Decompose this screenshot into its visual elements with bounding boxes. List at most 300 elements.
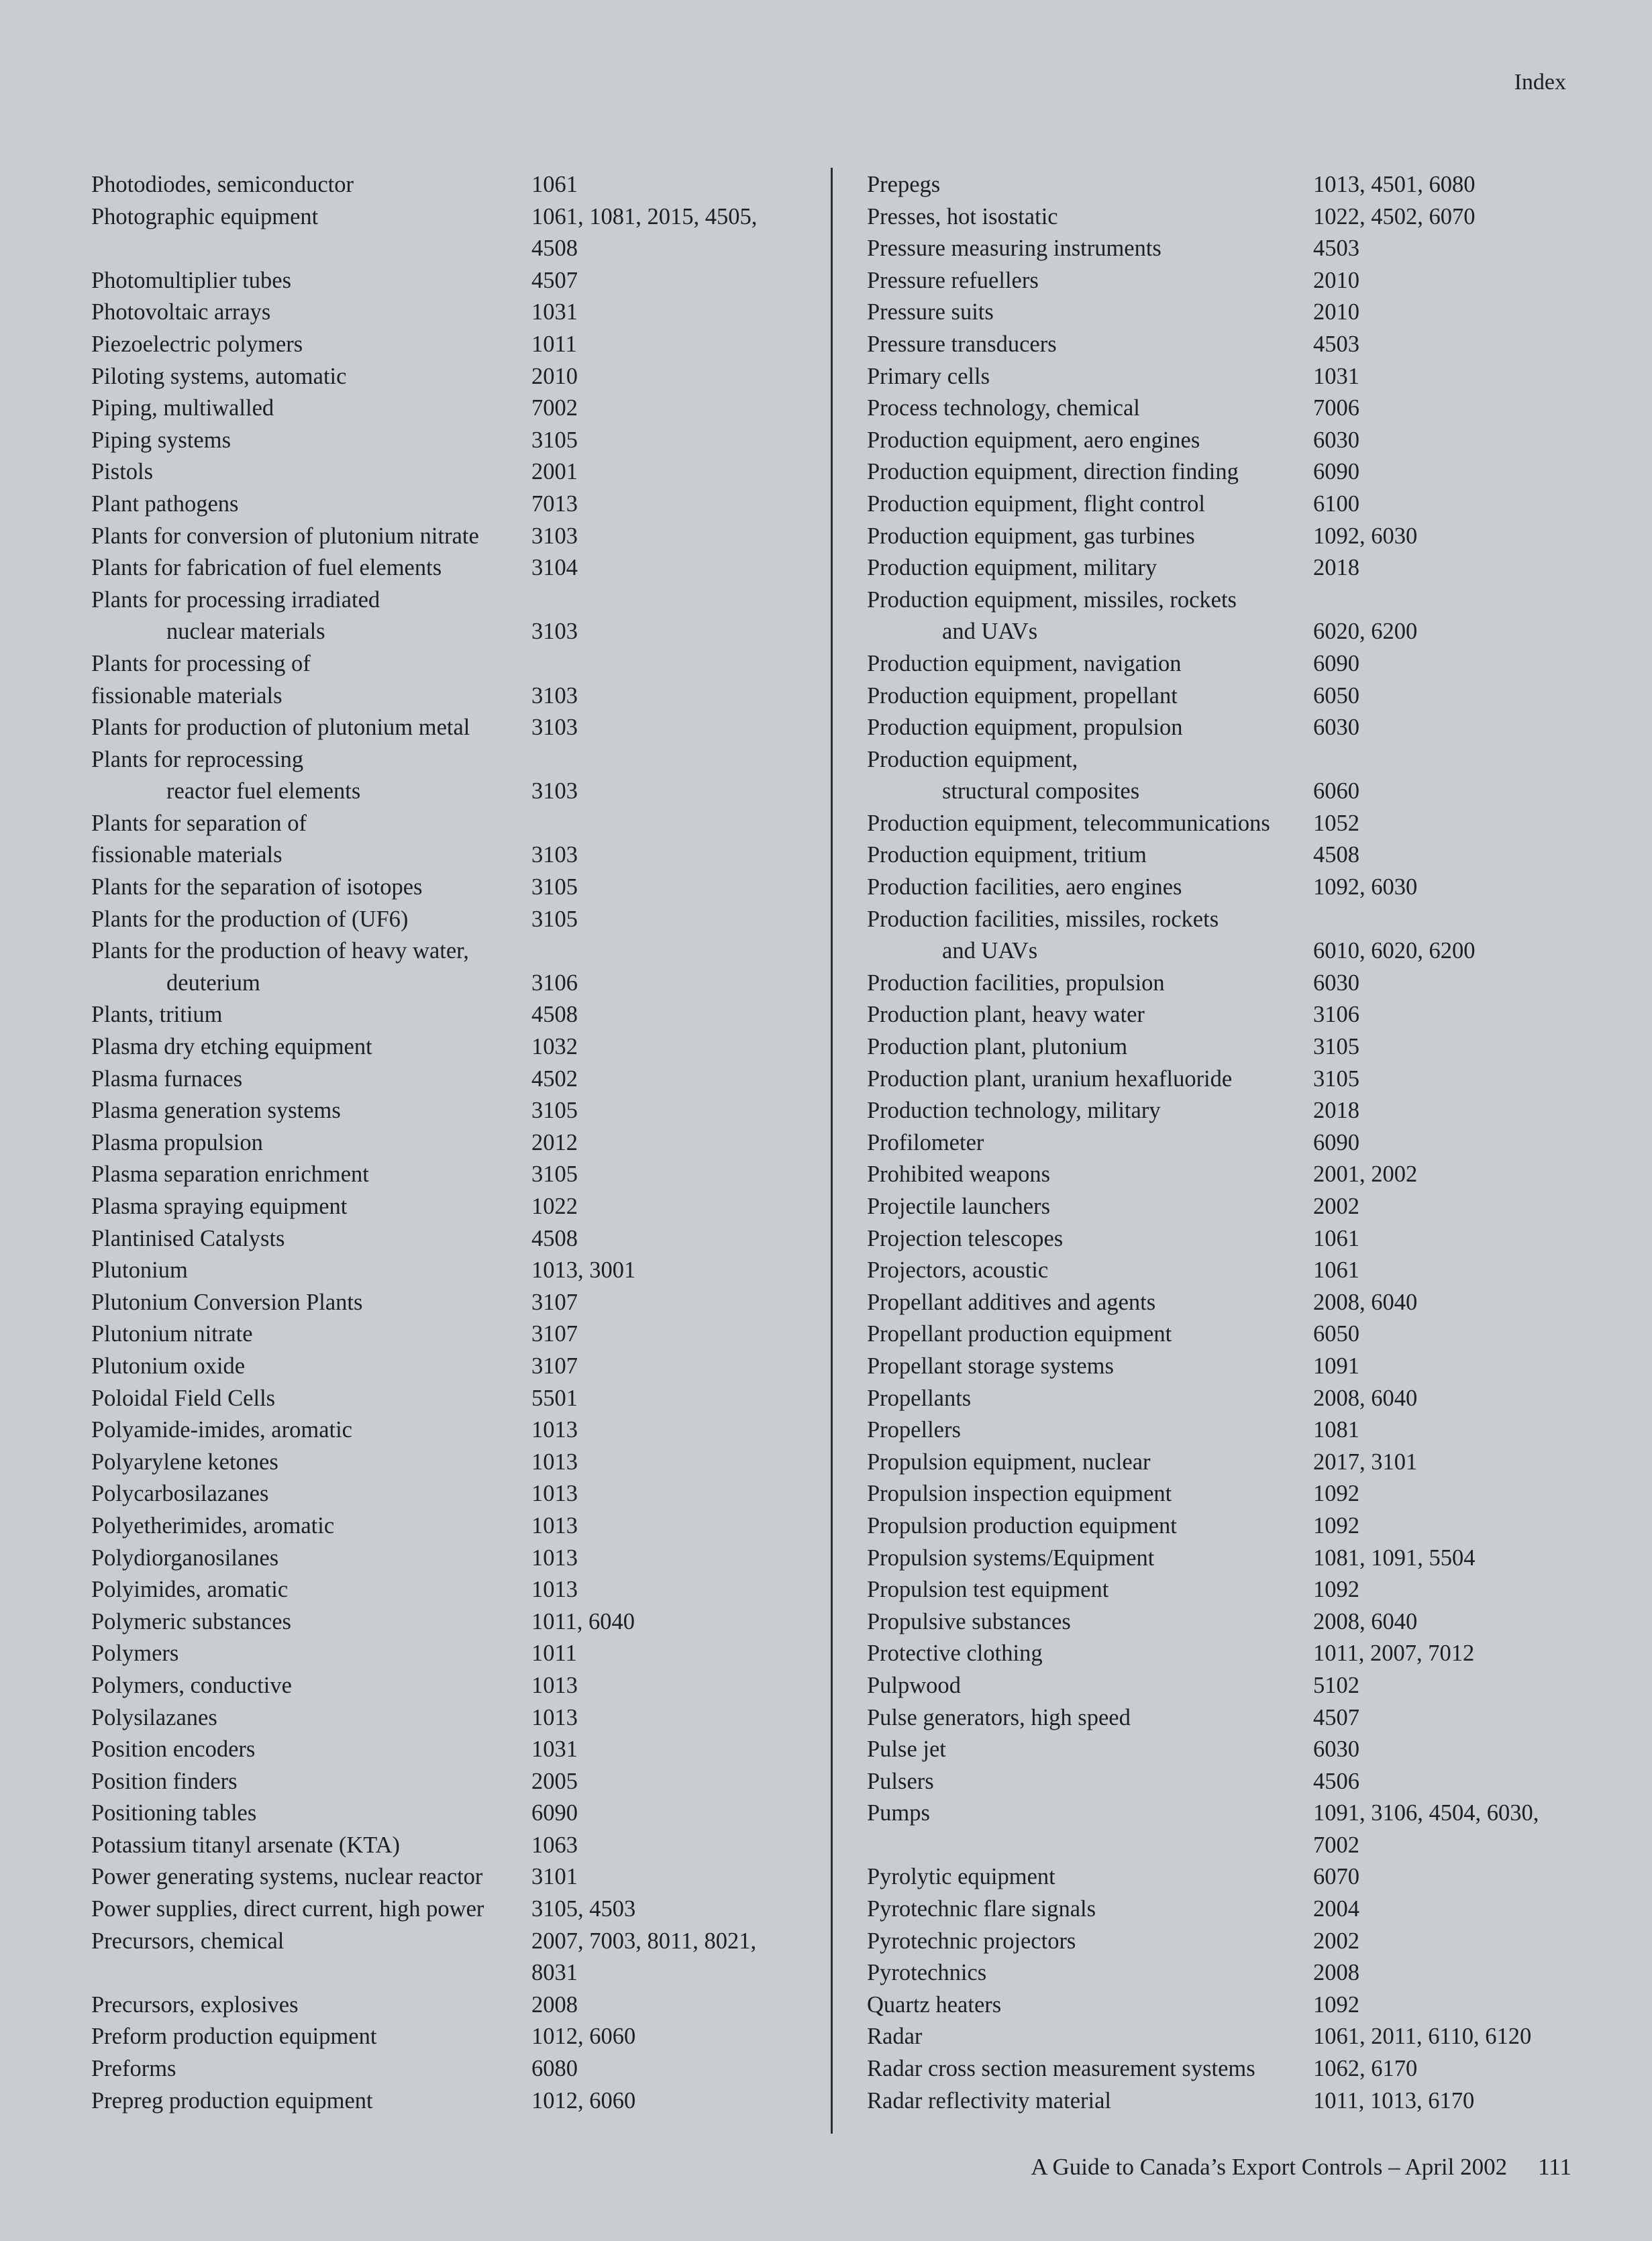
index-term: [91, 1414, 531, 1447]
index-reference: 3103: [531, 715, 578, 741]
index-reference: 4508: [1313, 842, 1359, 868]
index-term: [91, 456, 531, 488]
index-entry: [867, 648, 1585, 680]
index-reference: 7002: [531, 395, 578, 421]
index-term-text: Pyrotechnic projectors: [867, 1928, 1076, 1954]
index-entry: [867, 361, 1585, 393]
index-entry-continuation: [91, 776, 809, 808]
index-term-text: Pulsers: [867, 1768, 934, 1794]
index-term: [867, 1031, 1313, 1063]
index-term-text: Poloidal Field Cells: [91, 1385, 276, 1411]
index-column-right: [867, 169, 1585, 2117]
index-reference: 4507: [531, 267, 578, 293]
index-term: [867, 1414, 1313, 1447]
index-term-text: Plants for processing irradiated: [91, 586, 380, 613]
index-term-text: Production facilities, aero engines: [867, 874, 1182, 900]
index-entry: [867, 1926, 1585, 1958]
index-entry: [91, 393, 809, 425]
index-term-text: Projection telescopes: [867, 1225, 1064, 1251]
index-term: [91, 839, 531, 872]
index-entry: [867, 1255, 1585, 1287]
index-term-text: nuclear materials: [166, 619, 325, 645]
index-term-text: structural composites: [942, 778, 1140, 804]
index-reference: 1011, 1013, 6170: [1313, 2087, 1475, 2114]
index-term-text: Plantinised Catalysts: [91, 1225, 285, 1251]
index-term: [91, 776, 531, 808]
index-term: [91, 1957, 531, 1989]
index-entry: [867, 968, 1585, 1000]
index-term-text: Plasma propulsion: [91, 1129, 263, 1155]
index-term: [867, 776, 1313, 808]
index-term: [867, 648, 1313, 680]
index-entry: [867, 1159, 1585, 1191]
index-term: [91, 1383, 531, 1415]
index-term: [91, 1255, 531, 1287]
index-term-text: Process technology, chemical: [867, 395, 1140, 421]
index-entry-continuation: [867, 616, 1585, 648]
index-entry-continuation: [91, 968, 809, 1000]
index-term-text: Plasma dry etching equipment: [91, 1034, 372, 1060]
index-term-text: Polycarbosilazanes: [91, 1481, 269, 1507]
index-entry: [867, 584, 1585, 617]
index-entry: [867, 393, 1585, 425]
index-entry: [867, 329, 1585, 361]
index-reference: 2005: [531, 1768, 578, 1794]
index-term-text: Prohibited weapons: [867, 1161, 1051, 1188]
index-reference: 1013: [531, 1545, 578, 1571]
index-entry: [91, 1414, 809, 1447]
index-term: [91, 2085, 531, 2118]
index-term: [91, 233, 531, 265]
index-reference: 1061, 1081, 2015, 4505,: [531, 203, 758, 229]
index-term: [867, 1830, 1313, 1862]
index-reference: 6030: [1313, 1736, 1359, 1763]
column-divider: [831, 168, 833, 2134]
index-term: [91, 1861, 531, 1893]
index-entry: [867, 425, 1585, 457]
index-term: [91, 2021, 531, 2053]
index-term: [867, 552, 1313, 584]
index-reference: 4502: [531, 1065, 578, 1092]
index-reference: 6030: [1313, 427, 1359, 453]
index-term: [867, 1606, 1313, 1638]
index-term: [867, 1543, 1313, 1575]
index-reference: 3103: [531, 682, 578, 709]
index-term-text: Pressure transducers: [867, 331, 1057, 357]
index-term-text: Pyrotechnic flare signals: [867, 1896, 1096, 1922]
index-term: [867, 584, 1313, 617]
index-reference: 2018: [1313, 1098, 1359, 1124]
index-term: [91, 169, 531, 201]
index-reference: 1062, 6170: [1313, 2056, 1418, 2082]
index-reference: 3103: [531, 619, 578, 645]
index-term: [91, 1543, 531, 1575]
index-term: [867, 488, 1313, 521]
index-entry: [91, 1351, 809, 1383]
index-term: [867, 1447, 1313, 1479]
index-term-text: and UAVs: [942, 938, 1038, 964]
index-entry: [91, 361, 809, 393]
index-term: [867, 2021, 1313, 2053]
index-term-text: Protective clothing: [867, 1640, 1043, 1667]
index-term: [867, 265, 1313, 297]
index-term: [867, 169, 1313, 201]
index-term-text: Positioning tables: [91, 1800, 257, 1826]
index-entry: [91, 1926, 809, 1958]
index-term-text: Production equipment, flight control: [867, 490, 1206, 517]
index-term-text: Plants for the production of heavy water,: [91, 938, 469, 964]
index-reference: 1092, 6030: [1313, 523, 1418, 549]
index-term-text: Production facilities, propulsion: [867, 970, 1165, 996]
index-entry-continuation: [91, 680, 809, 713]
index-term: [867, 1510, 1313, 1543]
index-term: [867, 968, 1313, 1000]
index-term: [91, 1734, 531, 1766]
index-term: [91, 1797, 531, 1830]
index-term-text: Plants for production of plutonium metal: [91, 715, 470, 741]
index-term-text: Production equipment, military: [867, 555, 1157, 581]
index-reference: 3105: [531, 874, 578, 900]
index-term-text: Production plant, plutonium: [867, 1034, 1128, 1060]
page-number: 111: [1538, 2154, 1571, 2180]
index-reference: 6010, 6020, 6200: [1313, 938, 1476, 964]
index-reference: 6100: [1313, 490, 1359, 517]
index-reference: 3105: [531, 427, 578, 453]
index-reference: [531, 744, 809, 776]
index-term: [867, 1318, 1313, 1351]
index-term-text: Production equipment, gas turbines: [867, 523, 1195, 549]
index-entry: [91, 169, 809, 201]
index-term: [91, 808, 531, 840]
index-term-text: Propulsive substances: [867, 1608, 1071, 1634]
index-term: [867, 1766, 1313, 1798]
index-term-text: Pressure measuring instruments: [867, 236, 1161, 262]
index-term: [867, 201, 1313, 233]
index-term-text: Pressure suits: [867, 299, 994, 325]
index-entry: [867, 1893, 1585, 1926]
index-term-text: Preform production equipment: [91, 2024, 377, 2050]
index-term: [867, 1797, 1313, 1830]
index-entry: [867, 2021, 1585, 2053]
index-term: [91, 2053, 531, 2085]
index-reference: 6020, 6200: [1313, 619, 1418, 645]
index-term: [867, 1191, 1313, 1223]
index-entry: [867, 1702, 1585, 1734]
index-term: [867, 935, 1313, 968]
index-entry: [867, 1351, 1585, 1383]
index-entry: [91, 1574, 809, 1606]
index-reference: 1092: [1313, 1512, 1359, 1539]
index-reference: 1013, 3001: [531, 1257, 636, 1284]
index-term: [91, 1447, 531, 1479]
index-reference: 3106: [1313, 1002, 1359, 1028]
index-term-text: Photovoltaic arrays: [91, 299, 271, 325]
index-entry: [91, 297, 809, 329]
index-entry: [91, 1318, 809, 1351]
index-entry: [91, 712, 809, 744]
index-entry: [91, 1159, 809, 1191]
index-reference: 1061: [1313, 1225, 1359, 1251]
index-entry: [91, 329, 809, 361]
index-entry: [867, 1638, 1585, 1670]
index-term-text: Polyetherimides, aromatic: [91, 1512, 335, 1539]
index-reference: 3103: [531, 523, 578, 549]
index-term-text: reactor fuel elements: [166, 778, 361, 804]
index-reference: 6030: [1313, 970, 1359, 996]
index-entry: [91, 1447, 809, 1479]
index-term-text: Production plant, uranium hexafluoride: [867, 1065, 1233, 1092]
index-term-text: Plutonium: [91, 1257, 188, 1284]
index-entry-continuation: [91, 233, 809, 265]
index-term-text: Propellers: [867, 1417, 961, 1443]
index-reference: 1063: [531, 1832, 578, 1858]
index-entry: [867, 839, 1585, 872]
index-entry: [867, 1989, 1585, 2022]
index-term-text: Production equipment, telecommunications: [867, 810, 1270, 836]
index-reference: 2002: [1313, 1194, 1359, 1219]
index-term-text: Polysilazanes: [91, 1704, 217, 1730]
index-term: [867, 521, 1313, 553]
index-term: [91, 1926, 531, 1958]
index-term: [867, 808, 1313, 840]
index-reference: 3106: [531, 970, 578, 996]
index-term: [91, 584, 531, 617]
index-term: [91, 744, 531, 776]
index-reference: 1013, 4501, 6080: [1313, 172, 1476, 197]
index-term-text: Radar: [867, 2024, 923, 2050]
index-entry: [867, 904, 1585, 936]
index-entry: [91, 1702, 809, 1734]
index-term-text: Plant pathogens: [91, 490, 239, 517]
index-entry: [867, 2085, 1585, 2118]
index-reference: 6090: [1313, 650, 1359, 676]
index-reference: 1081: [1313, 1417, 1359, 1443]
index-entry: [91, 1478, 809, 1510]
index-reference: 2002: [1313, 1928, 1359, 1954]
index-entry: [91, 1861, 809, 1893]
index-term: [91, 1574, 531, 1606]
index-term: [91, 1766, 531, 1798]
index-entry: [91, 1830, 809, 1862]
index-entry: [867, 488, 1585, 521]
index-term-text: Preforms: [91, 2056, 176, 2082]
index-entry: [867, 201, 1585, 233]
index-entry: [91, 904, 809, 936]
index-entry: [91, 201, 809, 233]
index-term-text: Production equipment, aero engines: [867, 427, 1200, 453]
index-entry: [91, 1638, 809, 1670]
index-entry: [867, 1383, 1585, 1415]
index-reference: 3105: [1313, 1065, 1359, 1092]
index-term-text: Pulse jet: [867, 1736, 946, 1763]
index-reference: 3101: [531, 1864, 578, 1890]
index-reference: 4503: [1313, 331, 1359, 357]
index-term: [91, 616, 531, 648]
index-entry: [91, 648, 809, 680]
index-term: [91, 297, 531, 329]
index-term: [867, 393, 1313, 425]
index-term-text: Production equipment, missiles, rockets: [867, 586, 1237, 613]
index-entry: [867, 808, 1585, 840]
index-reference: 3103: [531, 842, 578, 868]
index-reference: 1092: [1313, 1481, 1359, 1507]
index-term: [91, 552, 531, 584]
index-entry-continuation: [867, 935, 1585, 968]
index-entry: [91, 265, 809, 297]
index-term-text: Production equipment, navigation: [867, 650, 1182, 676]
index-term-text: Polyimides, aromatic: [91, 1577, 289, 1603]
index-entry: [867, 456, 1585, 488]
index-term: [867, 1702, 1313, 1734]
index-reference: 1022: [531, 1194, 578, 1219]
index-reference: 3107: [531, 1321, 578, 1347]
index-term-text: Pressure refuellers: [867, 267, 1039, 293]
index-term: [867, 1063, 1313, 1096]
index-term-text: Plants for reprocessing: [91, 746, 304, 772]
index-entry: [91, 552, 809, 584]
index-term-text: Production plant, heavy water: [867, 1002, 1145, 1028]
index-reference: 4508: [531, 236, 578, 262]
index-term: [867, 1159, 1313, 1191]
index-term-text: Production equipment, propellant: [867, 682, 1178, 709]
index-term: [867, 872, 1313, 904]
index-term: [91, 1830, 531, 1862]
index-reference: 1012, 6060: [531, 2087, 636, 2114]
index-term-text: Piezoelectric polymers: [91, 331, 303, 357]
index-term: [91, 1606, 531, 1638]
index-entry: [91, 456, 809, 488]
index-term: [91, 1223, 531, 1255]
index-reference: 7006: [1313, 395, 1359, 421]
index-entry: [91, 1766, 809, 1798]
index-reference: 1061, 2011, 6110, 6120: [1313, 2024, 1532, 2050]
index-reference: 2017, 3101: [1313, 1449, 1418, 1475]
index-term: [91, 1287, 531, 1319]
index-term-text: Plasma spraying equipment: [91, 1194, 348, 1219]
index-term: [91, 648, 531, 680]
index-reference: 3105: [531, 1161, 578, 1188]
index-entry: [867, 1510, 1585, 1543]
index-reference: 1092, 6030: [1313, 874, 1418, 900]
index-term: [867, 1351, 1313, 1383]
index-term-text: Pistols: [91, 459, 154, 485]
index-reference: 6050: [1313, 1321, 1359, 1347]
index-term-text: Production equipment, tritium: [867, 842, 1147, 868]
index-entry: [867, 1861, 1585, 1893]
index-term: [867, 233, 1313, 265]
index-reference: 7002: [1313, 1832, 1359, 1858]
index-reference: 2012: [531, 1129, 578, 1155]
index-reference: 1013: [531, 1481, 578, 1507]
index-entry: [91, 2053, 809, 2085]
index-reference: 1091, 3106, 4504, 6030,: [1313, 1800, 1539, 1826]
index-entry: [867, 233, 1585, 265]
index-reference: 1091: [1313, 1353, 1359, 1379]
index-entry: [91, 2085, 809, 2118]
index-term: [867, 1383, 1313, 1415]
index-term-text: Plutonium oxide: [91, 1353, 246, 1379]
index-entry: [867, 1766, 1585, 1798]
index-term: [867, 616, 1313, 648]
index-entry: [867, 1414, 1585, 1447]
index-term-text: Propulsion test equipment: [867, 1577, 1109, 1603]
index-reference: 1011, 6040: [531, 1608, 635, 1634]
index-term-text: Polyamide-imides, aromatic: [91, 1417, 352, 1443]
index-term-text: Precursors, chemical: [91, 1928, 285, 1954]
index-term-text: Production equipment,: [867, 746, 1078, 772]
index-reference: 6030: [1313, 715, 1359, 741]
index-term-text: Pyrolytic equipment: [867, 1864, 1055, 1890]
index-term-text: Pulse generators, high speed: [867, 1704, 1131, 1730]
index-term: [867, 1957, 1313, 1989]
index-term: [867, 1926, 1313, 1958]
index-reference: 6050: [1313, 682, 1359, 709]
index-entry: [91, 1191, 809, 1223]
index-term: [91, 1702, 531, 1734]
index-term: [867, 999, 1313, 1031]
index-term: [867, 1255, 1313, 1287]
index-term-text: Potassium titanyl arsenate (KTA): [91, 1832, 401, 1858]
index-entry: [91, 808, 809, 840]
index-term-text: Photographic equipment: [91, 203, 319, 229]
index-entry: [867, 1734, 1585, 1766]
index-reference: 1013: [531, 1449, 578, 1475]
index-reference: 2018: [1313, 555, 1359, 581]
index-term: [91, 1638, 531, 1670]
index-reference: 1031: [531, 1736, 578, 1763]
index-reference: 5501: [531, 1385, 578, 1411]
index-term: [867, 904, 1313, 936]
index-reference: 3105: [531, 906, 578, 932]
index-term: [867, 1893, 1313, 1926]
index-term: [91, 680, 531, 713]
index-term-text: Pulpwood: [867, 1672, 961, 1698]
index-term-text: Projectile launchers: [867, 1194, 1051, 1219]
index-reference: 1061: [531, 172, 578, 197]
index-reference: [1313, 584, 1585, 617]
index-term-text: Plants, tritium: [91, 1002, 223, 1028]
index-term: [867, 1127, 1313, 1159]
index-term: [91, 425, 531, 457]
index-term: [867, 329, 1313, 361]
index-term-text: Production technology, military: [867, 1098, 1161, 1124]
index-term-text: Plants for fabrication of fuel elements: [91, 555, 442, 581]
index-term-text: Plasma generation systems: [91, 1098, 341, 1124]
index-entry: [91, 1606, 809, 1638]
index-term: [91, 361, 531, 393]
index-term-text: Polymers, conductive: [91, 1672, 292, 1698]
index-entry: [867, 872, 1585, 904]
index-reference: 1081, 1091, 5504: [1313, 1545, 1476, 1571]
index-term-text: Precursors, explosives: [91, 1991, 299, 2018]
index-term: [867, 1478, 1313, 1510]
index-term: [867, 1989, 1313, 2022]
index-term-text: Production equipment, direction finding: [867, 459, 1239, 485]
index-term-text: Plutonium nitrate: [91, 1321, 253, 1347]
index-reference: [531, 808, 809, 840]
index-entry: [867, 1287, 1585, 1319]
index-reference: 1013: [531, 1512, 578, 1539]
index-entry: [867, 1063, 1585, 1096]
index-term: [91, 1095, 531, 1127]
index-term: [91, 1063, 531, 1096]
index-reference: 2008: [1313, 1960, 1359, 1986]
index-reference: 4507: [1313, 1704, 1359, 1730]
index-term: [91, 201, 531, 233]
index-reference: [1313, 904, 1585, 936]
index-reference: 1013: [531, 1704, 578, 1730]
index-term-text: Primary cells: [867, 363, 990, 389]
